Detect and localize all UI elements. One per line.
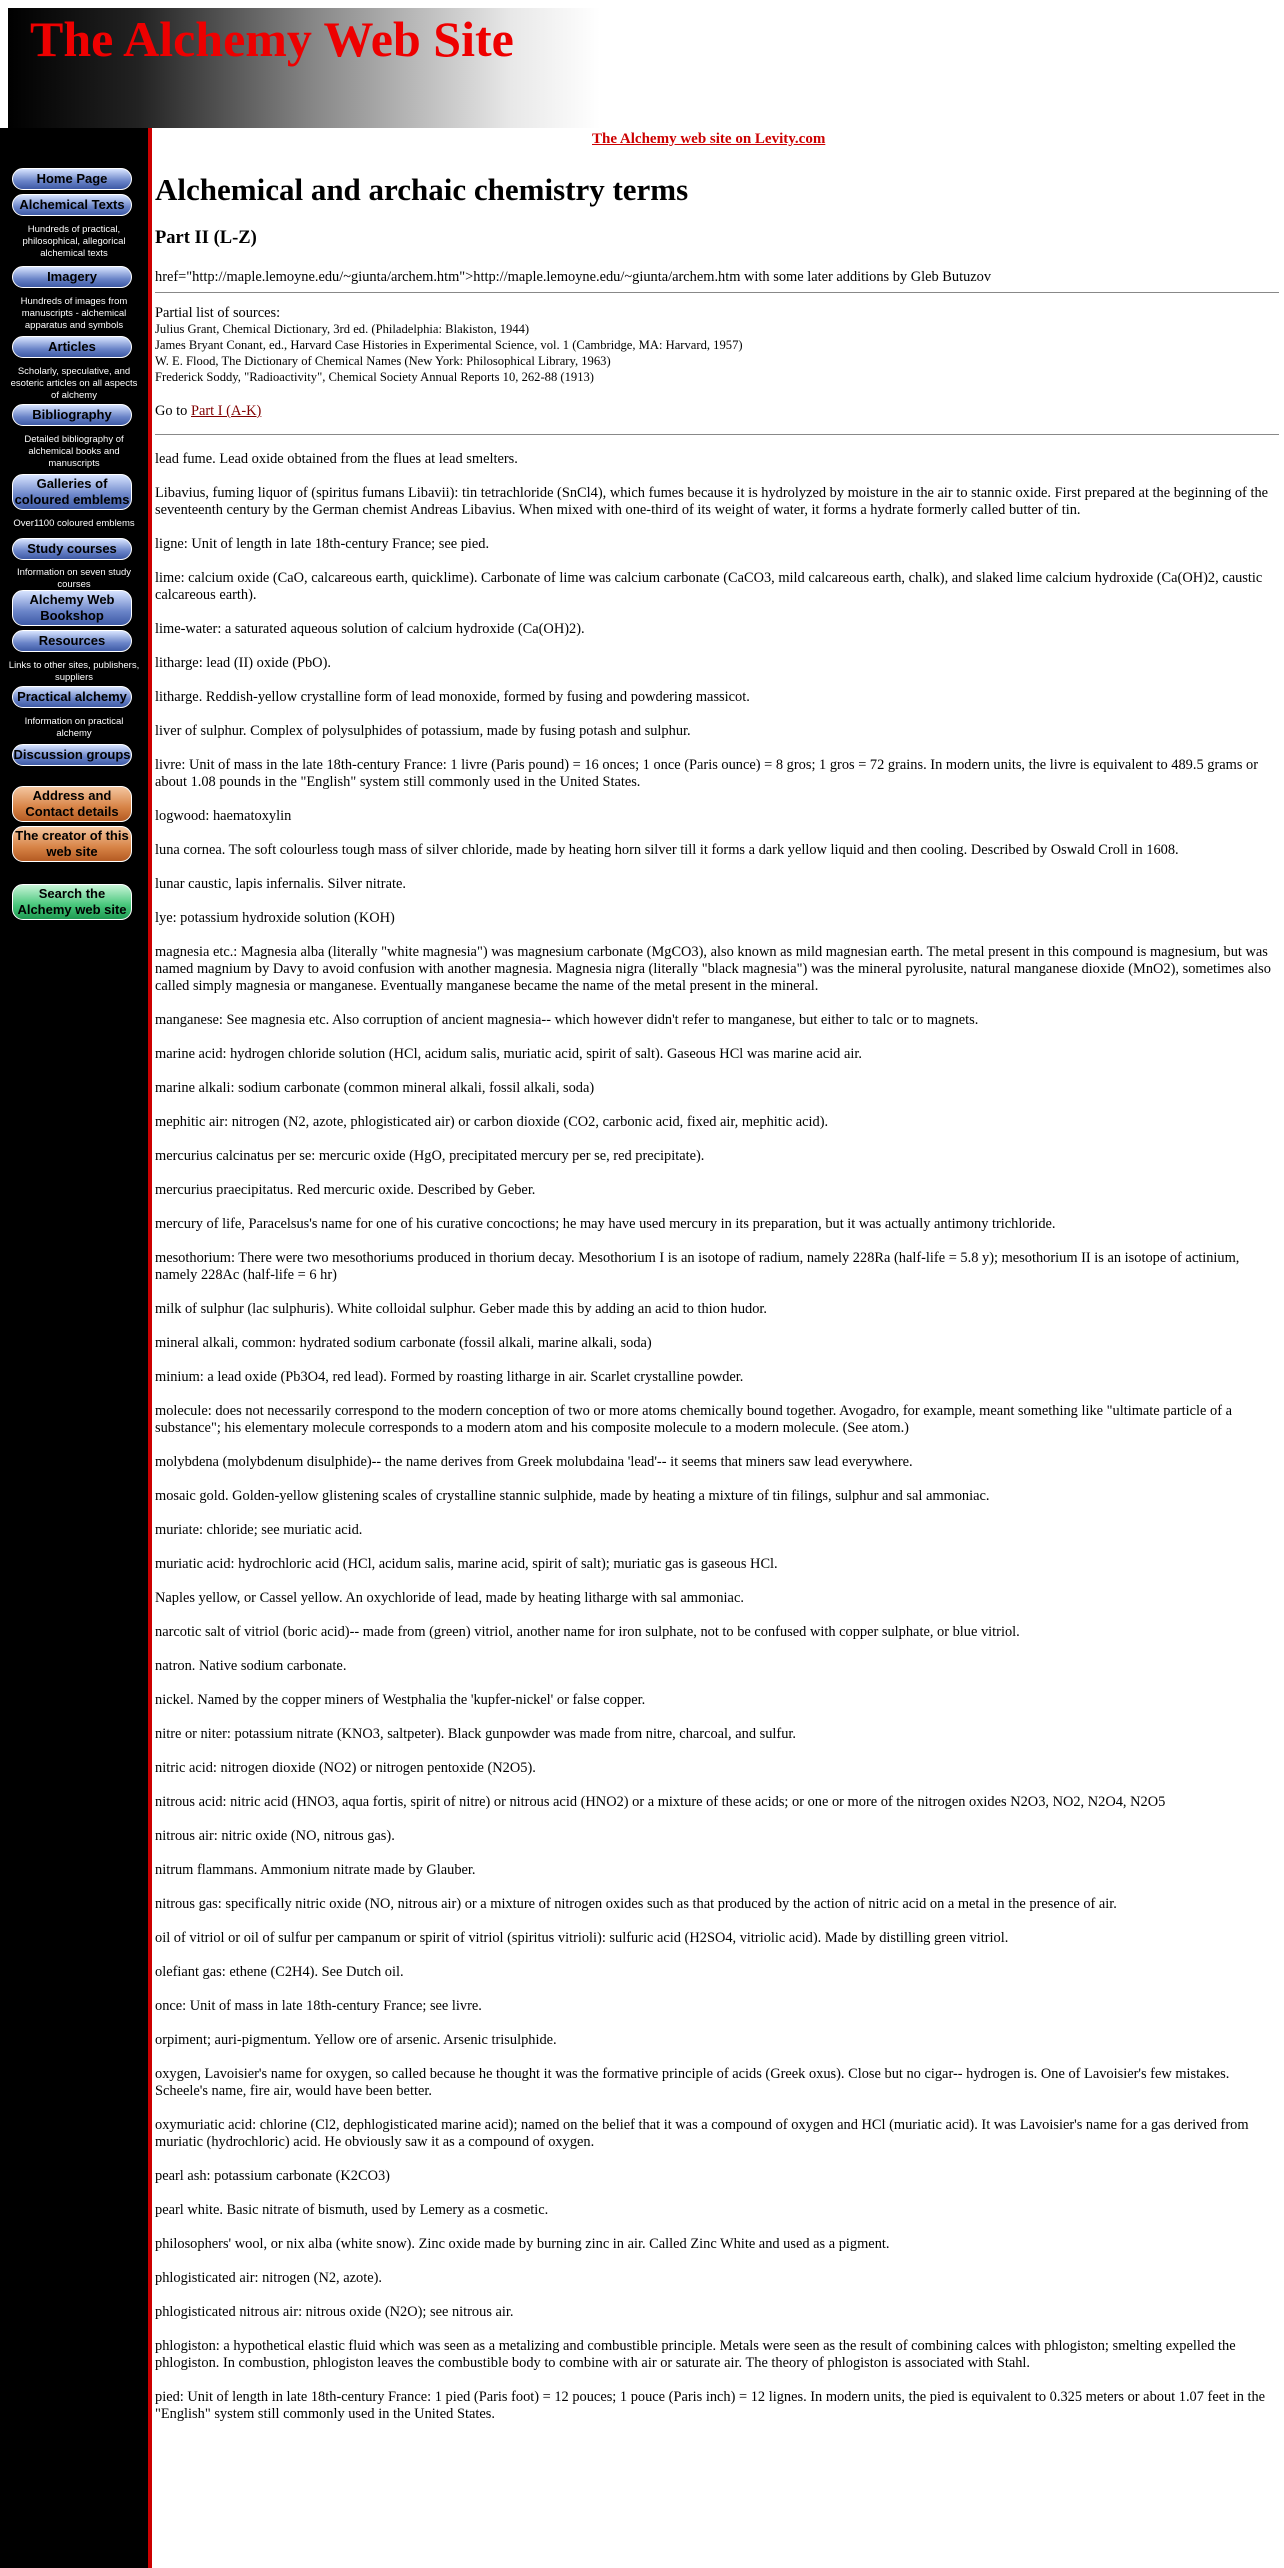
sidebar-button-0[interactable]: Home Page bbox=[12, 168, 132, 190]
glossary-entry: logwood: haematoxylin bbox=[155, 808, 292, 824]
glossary-entries bbox=[155, 451, 1279, 2423]
sidebar-desc-4: Detailed bibliography of alchemical books and manuscripts bbox=[24, 434, 124, 469]
glossary-entry: nitrous air: nitric oxide (NO, nitrous gas). bbox=[155, 1828, 395, 1844]
sources-heading: Partial list of sources: bbox=[155, 305, 281, 321]
glossary-entry: manganese: See magnesia etc. Also corruption of ancient magnesia-- which however didn't refer to manganese, but either to talc or to magnets. bbox=[155, 1012, 979, 1028]
glossary-entry: mercurius calcinatus per se: mercuric oxide (HgO, precipitated mercury per se, red precipitate). bbox=[155, 1148, 705, 1164]
glossary-entry: lunar caustic, lapis infernalis. Silver nitrate. bbox=[155, 876, 406, 892]
glossary-entry: muriatic acid: hydrochloric acid (HCl, acidum salis, marine acid, spirit of salt); muriatic gas is gaseous HCl. bbox=[155, 1556, 778, 1572]
glossary-entry: mercurius praecipitatus. Red mercuric oxide. Described by Geber. bbox=[155, 1182, 536, 1198]
sidebar-button-7[interactable]: Alchemy Web Bookshop bbox=[12, 590, 132, 626]
page-subtitle: Part II (L-Z) bbox=[155, 228, 257, 248]
glossary-entry: nitre or niter: potassium nitrate (KNO3, saltpeter). Black gunpowder was made from nitre, charcoal, and sulfur. bbox=[155, 1726, 796, 1742]
glossary-entry: luna cornea. The soft colourless tough mass of silver chloride, made by heating horn silver till it forms a dark yellow liquid and then cooling. Described by Oswald Croll in 1608. bbox=[155, 842, 1179, 858]
levity-link[interactable]: The Alchemy web site on Levity.com bbox=[592, 131, 826, 147]
glossary-entry: lime-water: a saturated aqueous solution of calcium hydroxide (Ca(OH)2). bbox=[155, 621, 585, 637]
glossary-entry: molybdena (molybdenum disulphide)-- the name derives from Greek molubdaina 'lead'-- it seems that miners saw lead everywhere. bbox=[155, 1454, 913, 1470]
glossary-entry: magnesia etc.: Magnesia alba (literally "white magnesia") was magnesium carbonate (MgCO3), also known as mild magnesian earth. The metal present in this compound is magnesium, but was named magnium by Davy to avoid confusion with another magnesia. Magnesia nigra (literally "black magnesia") was the mineral pyrolusite, natural manganese dioxide (MnO2), sometimes also called simply magnesia or manganese. Eventually manganese became the name of the metal present in the mineral. bbox=[155, 944, 1271, 994]
glossary-entry: Libavius, fuming liquor of (spiritus fumans Libavii): tin tetrachloride (SnCl4), which fumes because it is hydrolyzed by moisture in the air to stannic oxide. First prepared at the beginning of the seventeenth century by the German chemist Andreas Libavius. When mixed with one-third of its weight of water, it forms a hydrate formerly called butter of tin. bbox=[155, 485, 1269, 518]
sidebar-button-6[interactable]: Study courses bbox=[12, 538, 132, 560]
glossary-entry: pearl white. Basic nitrate of bismuth, used by Lemery as a cosmetic. bbox=[155, 2202, 549, 2218]
source-item: James Bryant Conant, ed., Harvard Case Histories in Experimental Science, vol. 1 (Cambridge, MA: Harvard, 1957) bbox=[155, 338, 743, 352]
glossary-entry: mosaic gold. Golden-yellow glistening scales of crystalline stannic sulphide, made by heating a mixture of tin filings, sulphur and sal ammoniac. bbox=[155, 1488, 990, 1504]
source-item: Frederick Soddy, "Radioactivity", Chemical Society Annual Reports 10, 262-88 (1913) bbox=[155, 370, 594, 384]
glossary-entry: milk of sulphur (lac sulphuris). White colloidal sulphur. Geber made this by adding an acid to thion hudor. bbox=[155, 1301, 768, 1317]
glossary-entry: oxygen, Lavoisier's name for oxygen, so called because he thought it was the formative principle of acids (Greek oxus). Close but no cigar-- hydrogen is. One of Lavoisier's few mistakes. Scheele's name, fire air, would have been better. bbox=[155, 2066, 1230, 2099]
part-one-link[interactable]: Part I (A-K) bbox=[191, 403, 262, 419]
glossary-entry: mercury of life, Paracelsus's name for one of his curative concoctions; he may have used mercury in its preparation, but it was actually antimony trichloride. bbox=[155, 1216, 1056, 1232]
glossary-entry: mephitic air: nitrogen (N2, azote, phlogisticated air) or carbon dioxide (CO2, carbonic acid, fixed air, mephitic acid). bbox=[155, 1114, 829, 1130]
glossary-entry: natron. Native sodium carbonate. bbox=[155, 1658, 347, 1674]
sidebar-button-13[interactable]: Search the Alchemy web site bbox=[12, 884, 132, 920]
page-title: Alchemical and archaic chemistry terms bbox=[155, 172, 689, 207]
glossary-entry: phlogisticated air: nitrogen (N2, azote). bbox=[155, 2270, 382, 2286]
glossary-entry: nitric acid: nitrogen dioxide (NO2) or nitrogen pentoxide (N2O5). bbox=[155, 1760, 536, 1776]
glossary-entry: litharge. Reddish-yellow crystalline form of lead monoxide, formed by fusing and powdering massicot. bbox=[155, 689, 750, 705]
sidebar-desc-5: Over1100 coloured emblems bbox=[13, 518, 135, 529]
source-item: W. E. Flood, The Dictionary of Chemical Names (New York: Philosophical Library, 1963) bbox=[155, 354, 611, 368]
sidebar-button-3[interactable]: Articles bbox=[12, 336, 132, 358]
glossary-entry: livre: Unit of mass in the late 18th-century France: 1 livre (Paris pound) = 16 onces; 1 once (Paris ounce) = 8 gros; 1 gros = 72 grains. In modern units, the livre is equivalent to 489.5 grams or about 1.08 pounds in the "English" system still commonly used in the United States. bbox=[155, 757, 1259, 790]
divider bbox=[155, 434, 1279, 435]
sidebar-desc-9: Information on practical alchemy bbox=[24, 716, 124, 739]
sidebar-button-5[interactable]: Galleries of coloured emblems bbox=[12, 474, 132, 510]
glossary-entry: nickel. Named by the copper miners of Westphalia the 'kupfer-nickel' or false copper. bbox=[155, 1692, 646, 1708]
glossary-entry: olefiant gas: ethene (C2H4). See Dutch oil. bbox=[155, 1964, 404, 1980]
glossary-entry: phlogisticated nitrous air: nitrous oxide (N2O); see nitrous air. bbox=[155, 2304, 514, 2320]
sidebar-button-11[interactable]: Address and Contact details bbox=[12, 786, 132, 822]
glossary-entry: philosophers' wool, or nix alba (white snow). Zinc oxide made by burning zinc in air. Called Zinc White and used as a pigment. bbox=[155, 2236, 890, 2252]
glossary-entry: oil of vitriol or oil of sulfur per campanum or spirit of vitriol (spiritus vitrioli): sulfuric acid (H2SO4, vitriolic acid). Made by distilling green vitriol. bbox=[155, 1930, 1009, 1946]
main-content bbox=[155, 160, 1279, 2440]
sidebar-desc-2: Hundreds of images from manuscripts - alchemical apparatus and symbols bbox=[20, 296, 128, 331]
sources-list bbox=[155, 305, 1279, 385]
goto-prefix: Go to bbox=[155, 403, 188, 419]
site-title[interactable]: The Alchemy Web Site bbox=[30, 11, 514, 67]
glossary-entry: nitrous gas: specifically nitric oxide (NO, nitrous air) or a mixture of nitrogen oxides such as that produced by the action of nitric acid on a metal in the presence of air. bbox=[155, 1896, 1117, 1912]
glossary-entry: lead fume. Lead oxide obtained from the flues at lead smelters. bbox=[155, 451, 518, 467]
glossary-entry: Naples yellow, or Cassel yellow. An oxychloride of lead, made by heating litharge with sal ammoniac. bbox=[155, 1590, 744, 1606]
sidebar-nav bbox=[0, 128, 148, 2568]
sidebar-desc-3: Scholarly, speculative, and esoteric articles on all aspects of alchemy bbox=[10, 366, 138, 401]
sidebar-desc-1: Hundreds of practical, philosophical, allegorical alchemical texts bbox=[22, 224, 126, 259]
sidebar-button-2[interactable]: Imagery bbox=[12, 266, 132, 288]
divider bbox=[148, 128, 152, 2568]
glossary-entry: molecule: does not necessarily correspond to the modern conception of two or more atoms chemically bound together. Avogadro, for example, meant something like "ultimate particle of a substance"; his elementary molecule corresponds to a modern atom and his composite molecule to a modern molecule. (See atom.) bbox=[155, 1403, 1232, 1436]
glossary-entry: pearl ash: potassium carbonate (K2CO3) bbox=[155, 2168, 390, 2184]
glossary-entry: litharge: lead (II) oxide (PbO). bbox=[155, 655, 331, 671]
glossary-entry: lime: calcium oxide (CaO, calcareous earth, quicklime). Carbonate of lime was calcium carbonate (CaCO3, mild calcareous earth, chalk), and slaked lime calcium hydroxide (Ca(OH)2, caustic calcareous earth). bbox=[155, 570, 1263, 603]
glossary-entry: orpiment; auri-pigmentum. Yellow ore of arsenic. Arsenic trisulphide. bbox=[155, 2032, 557, 2048]
glossary-entry: marine alkali: sodium carbonate (common mineral alkali, fossil alkali, soda) bbox=[155, 1080, 595, 1096]
glossary-entry: mesothorium: There were two mesothoriums produced in thorium decay. Mesothorium I is an isotope of radium, namely 228Ra (half-life = 5.8 y); mesothorium II is an isotope of actinium, namely 228Ac (half-life = 6 hr) bbox=[155, 1250, 1240, 1283]
sidebar-desc-8: Links to other sites, publishers, suppliers bbox=[8, 660, 140, 683]
glossary-entry: narcotic salt of vitriol (boric acid)-- made from (green) vitriol, another name for iron sulphate, not to be confused with copper sulphate, or blue vitriol. bbox=[155, 1624, 1020, 1640]
divider bbox=[155, 292, 1279, 293]
glossary-entry: ligne: Unit of length in late 18th-century France; see pied. bbox=[155, 536, 490, 552]
glossary-entry: phlogiston: a hypothetical elastic fluid which was seen as a metalizing and combustible principle. Metals were seen as the result of combining calces with phlogiston; smelting expelled the phlogiston. In combustion, phlogiston leaves the combustible body to combine with air or saturate air. The theory of phlogiston is associated with Stahl. bbox=[155, 2338, 1236, 2371]
glossary-entry: pied: Unit of length in late 18th-century France: 1 pied (Paris foot) = 12 pouces; 1 pouce (Paris inch) = 12 lignes. In modern units, the pied is equivalent to 0.325 meters or about 1.07 feet in the "English" system still commonly used in the United States. bbox=[155, 2389, 1266, 2422]
site-banner bbox=[0, 0, 1284, 128]
glossary-entry: mineral alkali, common: hydrated sodium carbonate (fossil alkali, marine alkali, soda) bbox=[155, 1335, 652, 1351]
glossary-entry: marine acid: hydrogen chloride solution (HCl, acidum salis, muriatic acid, spirit of salt). Gaseous HCl was marine acid air. bbox=[155, 1046, 862, 1062]
glossary-entry: minium: a lead oxide (Pb3O4, red lead). Formed by roasting litharge in air. Scarlet crystalline powder. bbox=[155, 1369, 744, 1385]
goto-line bbox=[155, 403, 1279, 420]
glossary-entry: liver of sulphur. Complex of polysulphides of potassium, made by fusing potash and sulphur. bbox=[155, 723, 691, 739]
glossary-entry: muriate: chloride; see muriatic acid. bbox=[155, 1522, 363, 1538]
sidebar-button-12[interactable]: The creator of this web site bbox=[12, 826, 132, 862]
source-url-line: href="http://maple.lemoyne.edu/~giunta/archem.htm">http://maple.lemoyne.edu/~giunta/archem.htm with some later additions by Gleb Butuzov bbox=[155, 269, 992, 285]
glossary-entry: oxymuriatic acid: chlorine (Cl2, dephlogisticated marine acid); named on the belief that it was a compound of oxygen and HCl (muriatic acid). It was Lavoisier's name for a gas derived from muriatic (hydrochloric) acid. He obviously saw it as a compound of oxygen. bbox=[155, 2117, 1249, 2150]
glossary-entry: once: Unit of mass in late 18th-century France; see livre. bbox=[155, 1998, 482, 2014]
sidebar-desc-6: Information on seven study courses bbox=[16, 567, 132, 590]
glossary-entry: lye: potassium hydroxide solution (KOH) bbox=[155, 910, 395, 926]
sidebar-button-4[interactable]: Bibliography bbox=[12, 404, 132, 426]
glossary-entry: nitrum flammans. Ammonium nitrate made by Glauber. bbox=[155, 1862, 476, 1878]
sidebar-button-8[interactable]: Resources bbox=[12, 630, 132, 652]
glossary-entry: nitrous acid: nitric acid (HNO3, aqua fortis, spirit of nitre) or nitrous acid (HNO2) or a mixture of these acids; or one or more of the nitrogen oxides N2O3, NO2, N2O4, N2O5 bbox=[155, 1794, 1166, 1810]
sidebar-button-9[interactable]: Practical alchemy bbox=[12, 686, 132, 708]
source-item: Julius Grant, Chemical Dictionary, 3rd ed. (Philadelphia: Blakiston, 1944) bbox=[155, 322, 530, 336]
sidebar-button-10[interactable]: Discussion groups bbox=[12, 744, 132, 766]
sidebar-button-1[interactable]: Alchemical Texts bbox=[12, 194, 132, 216]
